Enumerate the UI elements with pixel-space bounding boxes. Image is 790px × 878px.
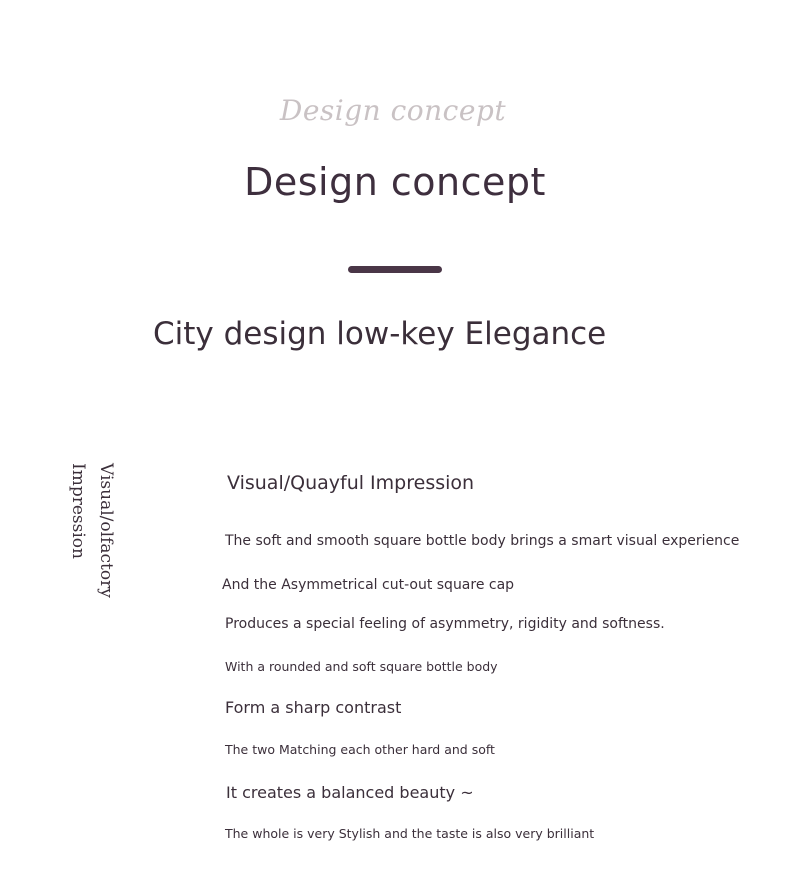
description-line: And the Asymmetrical cut-out square cap <box>222 577 515 593</box>
description-line: Form a sharp contrast <box>225 698 402 717</box>
description-line: The whole is very Stylish and the taste is also very brilliant <box>225 826 595 841</box>
description-line: The two Matching each other hard and soft <box>225 742 495 757</box>
description-line: With a rounded and soft square bottle body <box>225 659 498 674</box>
description-line: Produces a special feeling of asymmetry, rigidity and softness. <box>225 616 665 632</box>
page-title: Design concept <box>244 160 546 204</box>
script-title: Design concept <box>279 94 507 127</box>
vertical-side-label <box>63 463 123 613</box>
description-line: It creates a balanced beauty ~ <box>226 783 474 802</box>
side-label-line-1: Visual/olfactory <box>96 463 116 598</box>
side-label-line-2: Impression <box>68 463 88 559</box>
title-divider-bar <box>348 266 442 273</box>
description-line: The soft and smooth square bottle body brings a smart visual experience <box>225 533 740 549</box>
subtitle: City design low-key Elegance <box>153 316 607 352</box>
section-heading: Visual/Quayful Impression <box>227 472 475 494</box>
